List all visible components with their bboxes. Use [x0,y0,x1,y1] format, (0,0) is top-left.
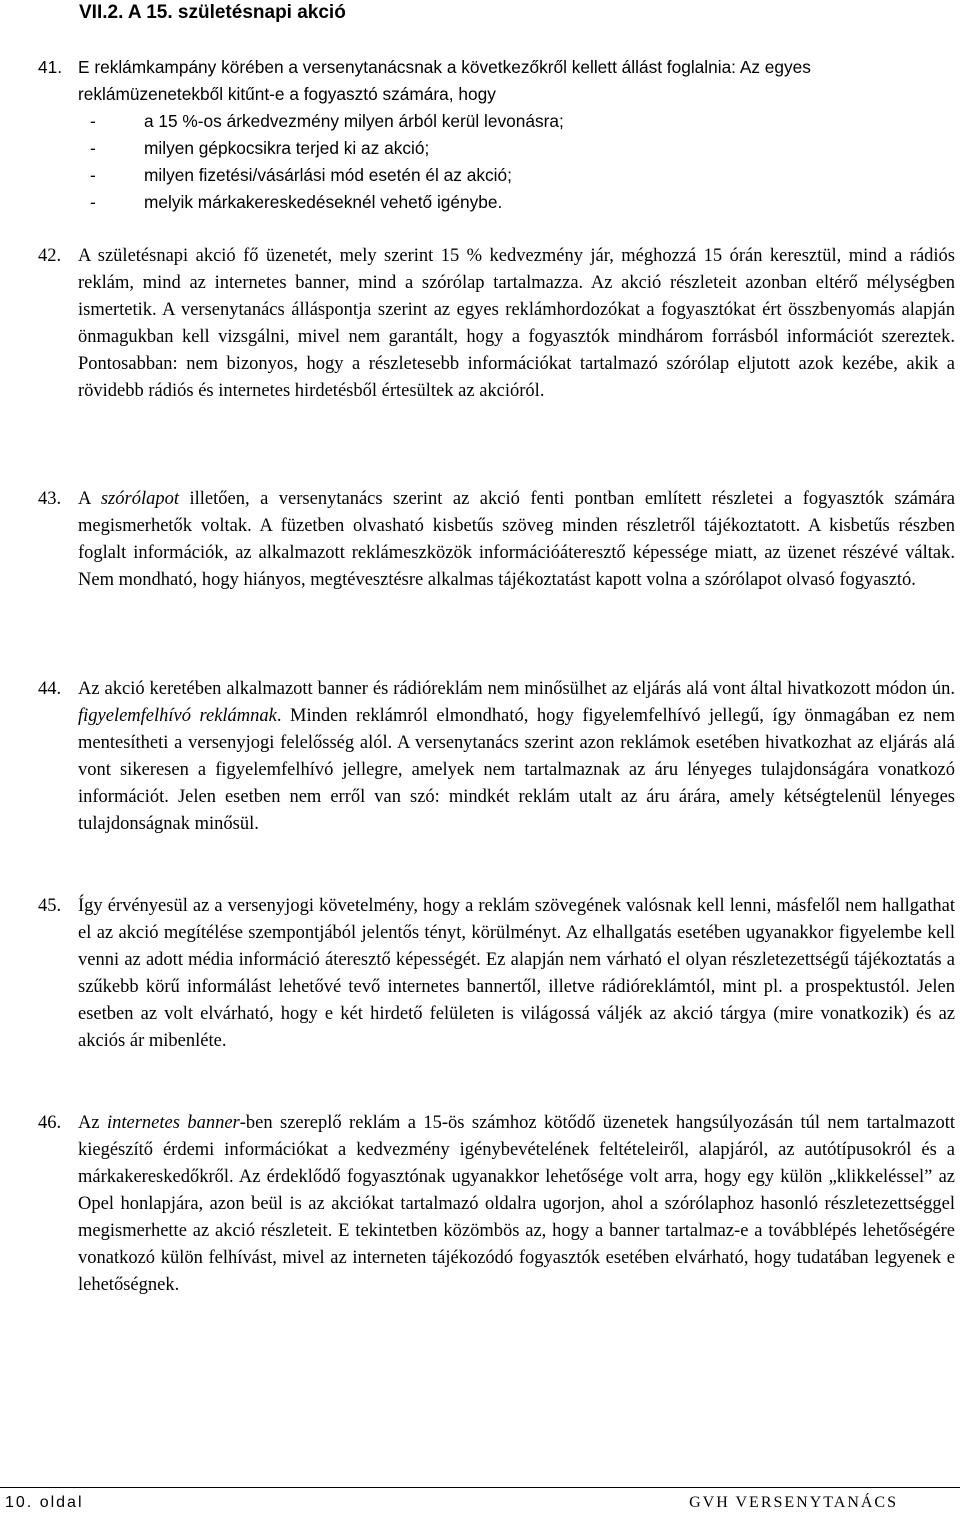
list-item: - melyik márkakereskedéseknél vehető igénybe. [38,189,955,216]
paragraph-number: 43. [38,489,62,509]
emphasis: figyelemfelhívó reklámnak [78,706,277,726]
list-item: - milyen fizetési/vásárlási mód esetén él az akció; [38,162,955,189]
paragraph-text: A születésnapi akció fő üzenetét, mely szerint 15 % kedvezmény jár, méghozzá 15 órán keresztül, mind a rádiós reklám, mind az internetes banner, mind a szórólap tartalmazza. Az akció részleteit azonban eltérő mélységben ismertetik. A versenytanács álláspontja szerint az egyes reklámhordozókat a fogyasztókat ért összbenyomás alapján önmagukban kell vizsgálni, mivel nem garantált, hogy a fogyasztók mindhárom forrásból információt szereztek. Pontosabban: nem bizonyos, hogy a részletesebb információkat tartalmazó szórólap eljutott azok kezébe, akik a rövidebb rádiós és internetes hirdetésből értesültek az akcióról. [78,246,955,401]
text-segment: Az [78,1113,107,1133]
footer-divider [0,1487,960,1488]
paragraph-number: 42. [38,246,62,266]
text-segment: illetően, a versenytanács szerint az akció fenti pontban említett részletei a fogyasztók számára megismerhetők voltak. A füzetben olvasható kisbetűs szöveg minden részletről tájékoztatott. A kisbetűs részben foglalt információk, az alkalmazott reklámeszközök információáteresztő képessége miatt, az üzenet részévé váltak. Nem mondható, hogy hiányos, megtévesztésre alkalmas tájékoztatást kapott volna a szórólapot olvasó fogyasztó. [78,489,955,590]
page-number: 10. oldal [5,1494,84,1511]
text-segment: Az akció keretében alkalmazott banner és rádióreklám nem minősülhet az eljárás alá vont által hivatkozott módon ún. [78,679,955,699]
list-item: - a 15 %-os árkedvezmény milyen árból kerül levonásra; [38,108,955,135]
paragraph-number: 41. [38,57,63,77]
paragraph-number: 45. [38,896,62,916]
footer-organization: GVH VERSENYTANÁCS [689,1494,898,1511]
emphasis: szórólapot [100,489,179,509]
emphasis: internetes banner [106,1113,240,1133]
paragraph-43 [38,486,955,594]
paragraph-number: 46. [38,1113,62,1133]
paragraph-text [78,486,955,594]
list-item: - milyen gépkocsikra terjed ki az akció; [38,135,955,162]
criteria-list [38,108,955,216]
paragraph-42 [38,243,955,405]
paragraph-text [78,1110,955,1299]
text-segment: . Minden reklámról elmondható, hogy figyelemfelhívó jellegű, így önmagában ez nem mentesítheti a versenyjogi felelősség alól. A versenytanács szerint azon reklámok esetében hivatkozhat az eljárás alá vont sikeresen a figyelemfelhívó jellegre, amelyek nem tartalmaznak az áru lényeges tulajdonságára vonatkozó információt. Jelen esetben nem erről van szó: mindkét reklám utalt az áru árára, amely kétségtelenül lényeges tulajdonságnak minősül. [78,706,955,834]
paragraph-44 [38,676,955,838]
text-segment: A [78,489,101,509]
paragraph-text [78,676,955,838]
section-heading: VII.2. A 15. születésnapi akció [79,2,346,23]
paragraph-46 [38,1110,955,1299]
paragraph-intro: E reklámkampány körében a versenytanácsnak a következőkről kellett állást foglalnia: Az egyes reklámüzenetekből kitűnt-e a fogyasztó számára, hogy [78,57,811,104]
paragraph-text: Így érvényesül az a versenyjogi követelmény, hogy a reklám szövegének valósnak kell lenni, másfelől nem hallgathat el az akció megítélése szempontjából jelentős tényt, körülményt. Az elhallgatás esetében ugyanakkor figyelembe kell venni az adott média információ áteresztő képességét. Ez alapján nem várható el olyan részletezettségű tájékoztatás a szűkebb körű informálást lehetővé tevő internetes bannertől, illetve rádióreklámtól, mint pl. a prospektustól. Jelen esetben az volt elvárható, hogy e két hirdető felületen is világossá váljék az akció tárgya (mire vonatkozik) és az akciós ár mibenléte. [78,896,955,1051]
paragraph-41 [38,54,955,216]
text-segment: -ben szereplő reklám a 15-ös számhoz kötődő üzenetek hangsúlyozásán túl nem tartalmazott kiegészítő érdemi információkat a kedvezmény igénybevételének feltételeiről, alapjáról, az autótípusokról és a márkakereskedőkről. Az érdeklődő fogyasztónak ugyanakkor lehetősége volt arra, hogy egy külön „klikkeléssel” az Opel honlapjára, azon beül is az akciókat tartalmazó oldalra ugorjon, ahol a szórólaphoz hasonló részletezettséggel megismerhette az akció részleteit. E tekintetben közömbös az, hogy a banner tartalmaz-e a továbblépés lehetőségére vonatkozó külön felhívást, mivel az interneten tájékozódó fogyasztók esetében elvárható, hogy tudatában legyenek e lehetőségnek. [78,1113,955,1295]
paragraph-number: 44. [38,679,62,699]
paragraph-45 [38,893,955,1055]
